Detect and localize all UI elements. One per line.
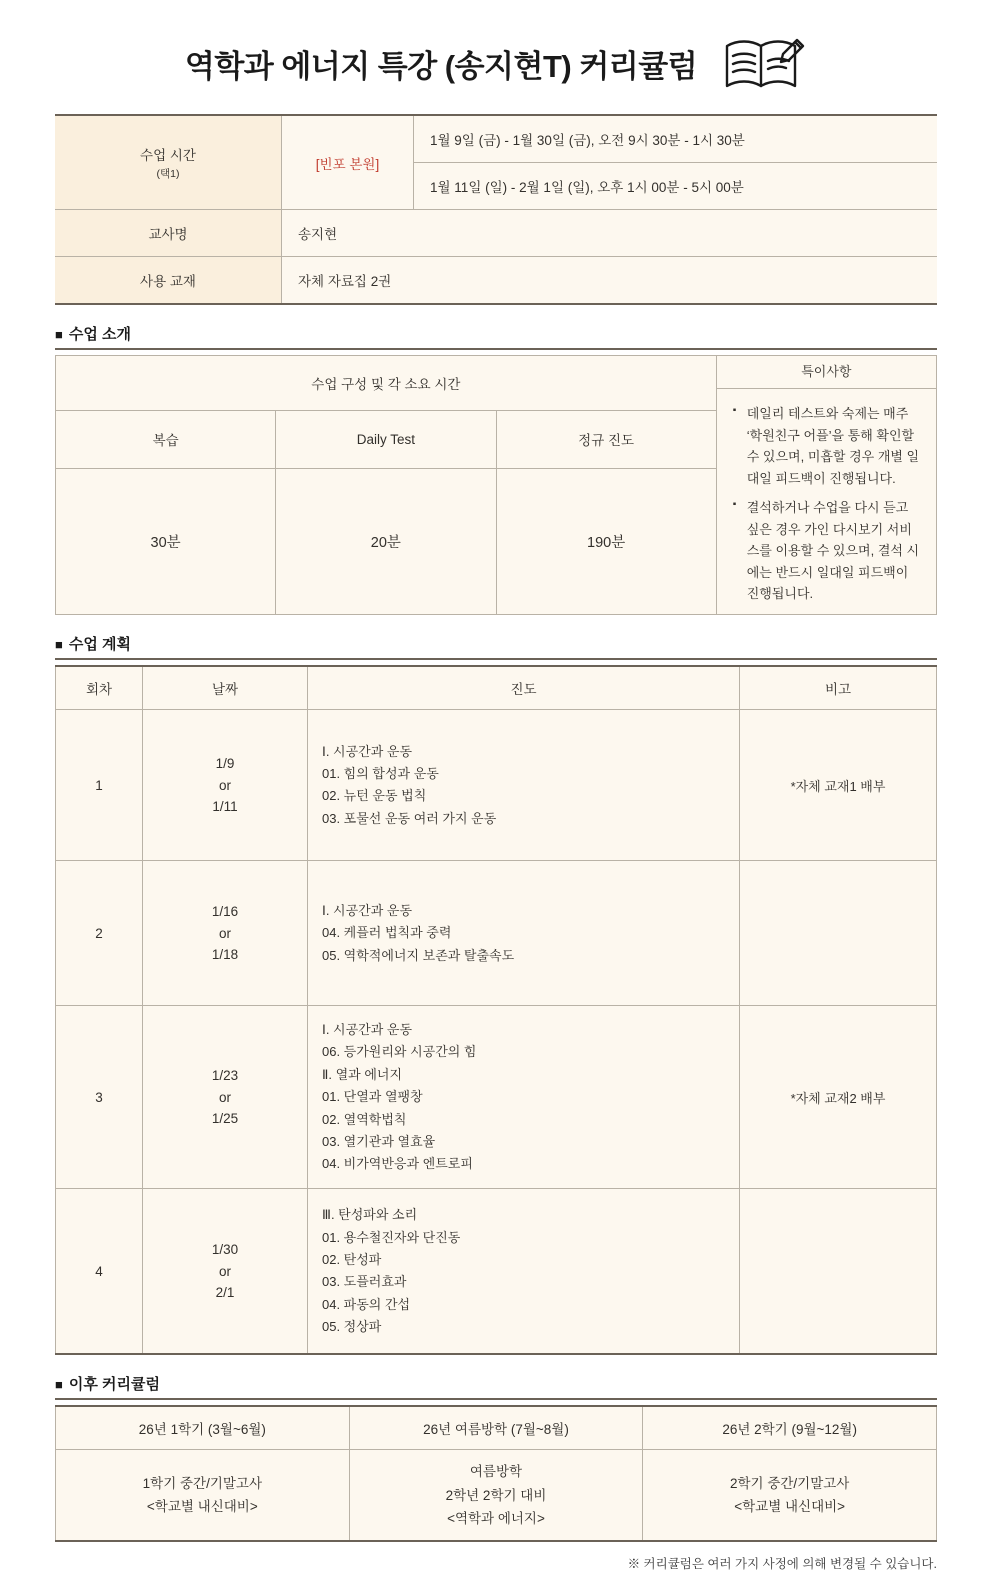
campus-tag: [빈포 본원]: [282, 115, 414, 210]
textbook-label: 사용 교재: [55, 257, 282, 305]
class-time-sub: (택1): [156, 168, 180, 180]
table-row: [55, 115, 937, 163]
plan-cell-progress: Ⅲ. 탄성파와 소리 01. 용수철진자와 단진동 02. 탄성파 03. 도플러효과 04. 파동의 간섭 05. 정상파: [308, 1189, 740, 1355]
intro-time-review: 30분: [56, 468, 276, 615]
section-plan-label: 수업 계획: [68, 636, 131, 654]
class-time-label: [55, 115, 282, 210]
plan-cell-no: 4: [56, 1189, 143, 1355]
square-bullet-icon: ■: [55, 637, 63, 653]
table-row: [56, 1189, 937, 1355]
table-row: [56, 1450, 937, 1542]
section-after-label: 이후 커리큘럼: [68, 1376, 160, 1394]
table-row: [55, 257, 937, 305]
plan-cell-note: [740, 1189, 937, 1355]
plan-header-date: 날짜: [143, 666, 308, 710]
intro-subheader-review: 복습: [56, 411, 276, 469]
intro-time-daily-test: 20분: [276, 468, 496, 615]
table-row: [56, 1006, 937, 1189]
intro-time-regular: 190분: [496, 468, 716, 615]
teacher-label: 교사명: [55, 210, 282, 257]
intro-subheader-daily-test: Daily Test: [276, 411, 496, 469]
after-column-body: 2학기 중간/기말고사 <학교별 내신대비>: [643, 1450, 937, 1542]
intro-notes-header: 특이사항: [717, 356, 936, 389]
plan-header-no: 회차: [56, 666, 143, 710]
intro-structure-header: 수업 구성 및 각 소요 시간: [56, 356, 717, 411]
table-row: [56, 356, 937, 411]
intro-subheader-regular: 정규 진도: [496, 411, 716, 469]
section-heading-after: [55, 1373, 937, 1400]
plan-cell-no: 1: [56, 710, 143, 861]
after-column-title: 26년 1학기 (3월~6월): [56, 1406, 350, 1450]
schedule-option-2: 1월 11일 (일) - 2월 1일 (일), 오후 1시 00분 - 5시 00분: [414, 163, 938, 210]
intro-notes-list: [731, 403, 922, 604]
table-row: [55, 210, 937, 257]
section-heading-intro: [55, 323, 937, 350]
after-column-title: 26년 여름방학 (7월~8월): [349, 1406, 643, 1450]
plan-cell-no: 3: [56, 1006, 143, 1189]
list-item: ▪ 결석하거나 수업을 다시 듣고 싶은 경우 가인 다시보기 서비스를 이용할 수 있으며, 결석 시에는 반드시 일대일 피드백이 진행됩니다.: [745, 497, 922, 604]
table-header-row: [56, 1406, 937, 1450]
section-heading-plan: [55, 633, 937, 660]
teacher-value: 송지현: [282, 210, 938, 257]
plan-cell-progress: Ⅰ. 시공간과 운동 01. 힘의 합성과 운동 02. 뉴턴 운동 법칙 03. 포물선 운동 여러 가지 운동: [308, 710, 740, 861]
section-intro-label: 수업 소개: [68, 326, 131, 343]
plan-table-body: [56, 710, 937, 1355]
page-title: 역학과 에너지 특강 (송지현T) 커리큘럼: [184, 48, 698, 84]
course-info-table: [55, 114, 937, 305]
after-column-body: 여름방학 2학년 2학기 대비 <역학과 에너지>: [349, 1450, 643, 1542]
plan-header-progress: 진도: [308, 666, 740, 710]
class-intro-table: [55, 355, 937, 615]
plan-header-note: 비고: [740, 666, 937, 710]
schedule-option-1: 1월 9일 (금) - 1월 30일 (금), 오전 9시 30분 - 1시 30분: [414, 115, 938, 163]
class-time-label-text: 수업 시간: [140, 148, 196, 163]
table-header-row: [56, 666, 937, 710]
plan-cell-date: 1/9 or 1/11: [143, 710, 308, 861]
plan-cell-progress: Ⅰ. 시공간과 운동 06. 등가원리와 시공간의 힘 Ⅱ. 열과 에너지 01. 단열과 열팽창 02. 열역학법칙 03. 열기관과 열효율 04. 비가역반응과 엔트로피: [308, 1006, 740, 1189]
table-row: [56, 861, 937, 1006]
class-plan-table: [55, 665, 937, 1355]
plan-cell-note: *자체 교재2 배부: [740, 1006, 937, 1189]
after-curriculum-table: [55, 1405, 937, 1542]
plan-cell-note: *자체 교재1 배부: [740, 710, 937, 861]
plan-cell-date: 1/23 or 1/25: [143, 1006, 308, 1189]
intro-notes-cell: [716, 356, 936, 615]
square-bullet-icon: ■: [55, 327, 63, 342]
after-column-body: 1학기 중간/기말고사 <학교별 내신대비>: [56, 1450, 350, 1542]
plan-cell-date: 1/16 or 1/18: [143, 861, 308, 1006]
plan-cell-no: 2: [56, 861, 143, 1006]
open-book-pencil-icon: [723, 32, 807, 94]
plan-cell-progress: Ⅰ. 시공간과 운동 04. 케플러 법칙과 중력 05. 역학적에너지 보존과 탈출속도: [308, 861, 740, 1006]
title-row: [55, 32, 937, 94]
table-row: [56, 710, 937, 861]
plan-cell-date: 1/30 or 2/1: [143, 1189, 308, 1355]
footnote: ※ 커리큘럼은 여러 가지 사정에 의해 변경될 수 있습니다.: [627, 1557, 937, 1572]
textbook-value: 자체 자료집 2권: [282, 257, 938, 305]
square-bullet-icon: ■: [55, 1377, 63, 1393]
list-item: ▪ 데일리 테스트와 숙제는 매주 ‘학원친구 어플’을 통해 확인할 수 있으며, 미흡할 경우 개별 일대일 피드백이 진행됩니다.: [745, 403, 922, 489]
after-column-title: 26년 2학기 (9월~12월): [643, 1406, 937, 1450]
plan-cell-note: [740, 861, 937, 1006]
